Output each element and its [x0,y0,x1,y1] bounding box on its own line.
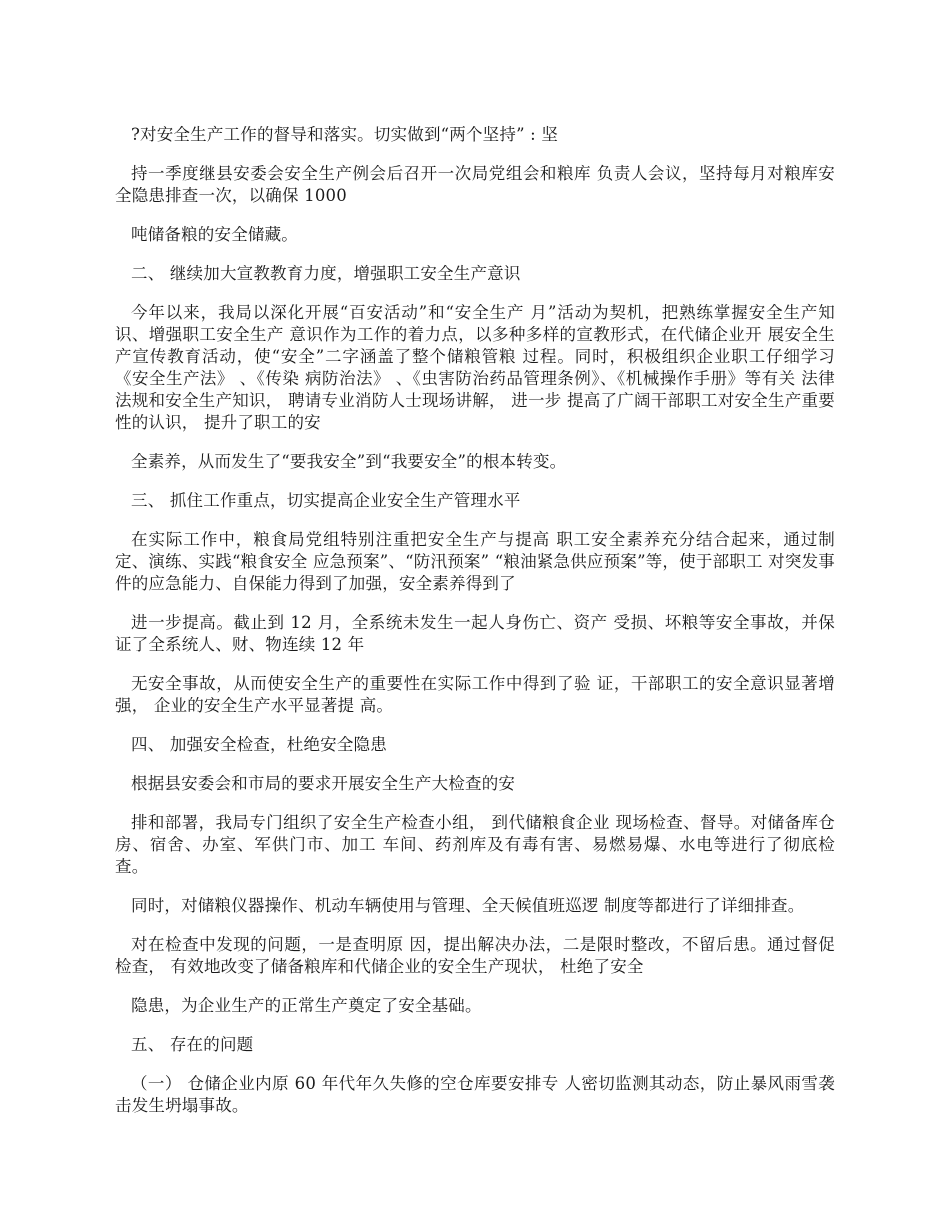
section-heading-2: 二、 继续加大宣教教育力度，增强职工安全生产意识 [131,264,521,283]
paragraph-3: 吨储备粮的安全储藏。 [131,225,298,244]
paragraph-18: （一） 仓储企业内原 60 年代年久失修的空仓库要安排专 人密切监测其动态，防止暴风雨雪袭击发生坍塌事故。 [115,1074,835,1115]
paragraph-5: 今年以来，我局以深化开展“百安活动”和“安全生产 月”活动为契机，把熟练掌握安全生产知识、增强职工安全生产 意识作为工作的着力点，以多种多样的宣教形式，在代储企业开 展安全生产宣传教育活动，使“安全”二字涵盖了整个储粮管粮 过程。同时，积极组织企业职工仔细学习《安全生产法》 、《传染 病防治法》 、《虫害防治药品管理条例》、《机械操作手册》等有关 法律法规和安全生产知识， 聘请专业消防人士现场讲解， 进一步 提高了广阔干部职工对安全生产重要性的认识， 提升了职工的安 [115,303,835,432]
paragraph-6: 全素养，从而发生了“要我安全”到“我要安全”的根本转变。 [131,452,567,471]
paragraph-14: 同时，对储粮仪器操作、机动车辆使用与管理、全天候值班巡逻 制度等都进行了详细排查。 [131,896,805,915]
section-heading-3: 三、 抓住工作重点，切实提高企业安全生产管理水平 [131,491,521,510]
paragraph-2: 持一季度继县安委会安全生产例会后召开一次局党组会和粮库 负责人会议，坚持每月对粮库安全隐患排查一次，以确保 1000 [115,164,835,205]
paragraph-9: 进一步提高。截止到 12 月，全系统未发生一起人身伤亡、资产 受损、坏粮等安全事故，并保证了全系统人、财、物连续 12 年 [115,613,835,654]
paragraph-15: 对在检查中发现的问题，一是查明原 因，提出解决办法，二是限时整改，不留后患。通过督促检查， 有效地改变了储备粮库和代储企业的安全生产现状， 杜绝了安全 [115,935,835,976]
paragraph-12: 根据县安委会和市局的要求开展安全生产大检查的安 [131,774,516,793]
paragraph-8: 在实际工作中，粮食局党组特别注重把安全生产与提高 职工安全素养充分结合起来，通过制定、演练、实践“粮食安全 应急预案”、“防汛预案” “粮油紧急供应预案”等，使于部职工 对突发事件的应急能力、自保能力得到了加强，安全素养得到了 [115,530,835,593]
section-heading-4: 四、 加强安全检查，杜绝安全隐患 [131,735,387,754]
paragraph-16: 隐患，为企业生产的正常生产奠定了安全基础。 [131,996,482,1015]
document-page [115,124,835,1134]
section-heading-5: 五、 存在的问题 [131,1035,254,1054]
paragraph-13: 排和部署，我局专门组织了安全生产检查小组， 到代储粮食企业 现场检查、督导。对储备库仓房、宿舍、办室、军供门市、加工 车间、药剂库及有毒有害、易燃易爆、水电等进行了彻底检查。 [115,813,835,876]
paragraph-10: 无安全事故，从而使安全生产的重要性在实际工作中得到了验 证，干部职工的安全意识显著增强， 企业的安全生产水平显著提 高。 [115,674,835,715]
paragraph-1: ?对安全生产工作的督导和落实。切实做到“两个坚持” : 坚 [131,125,559,144]
